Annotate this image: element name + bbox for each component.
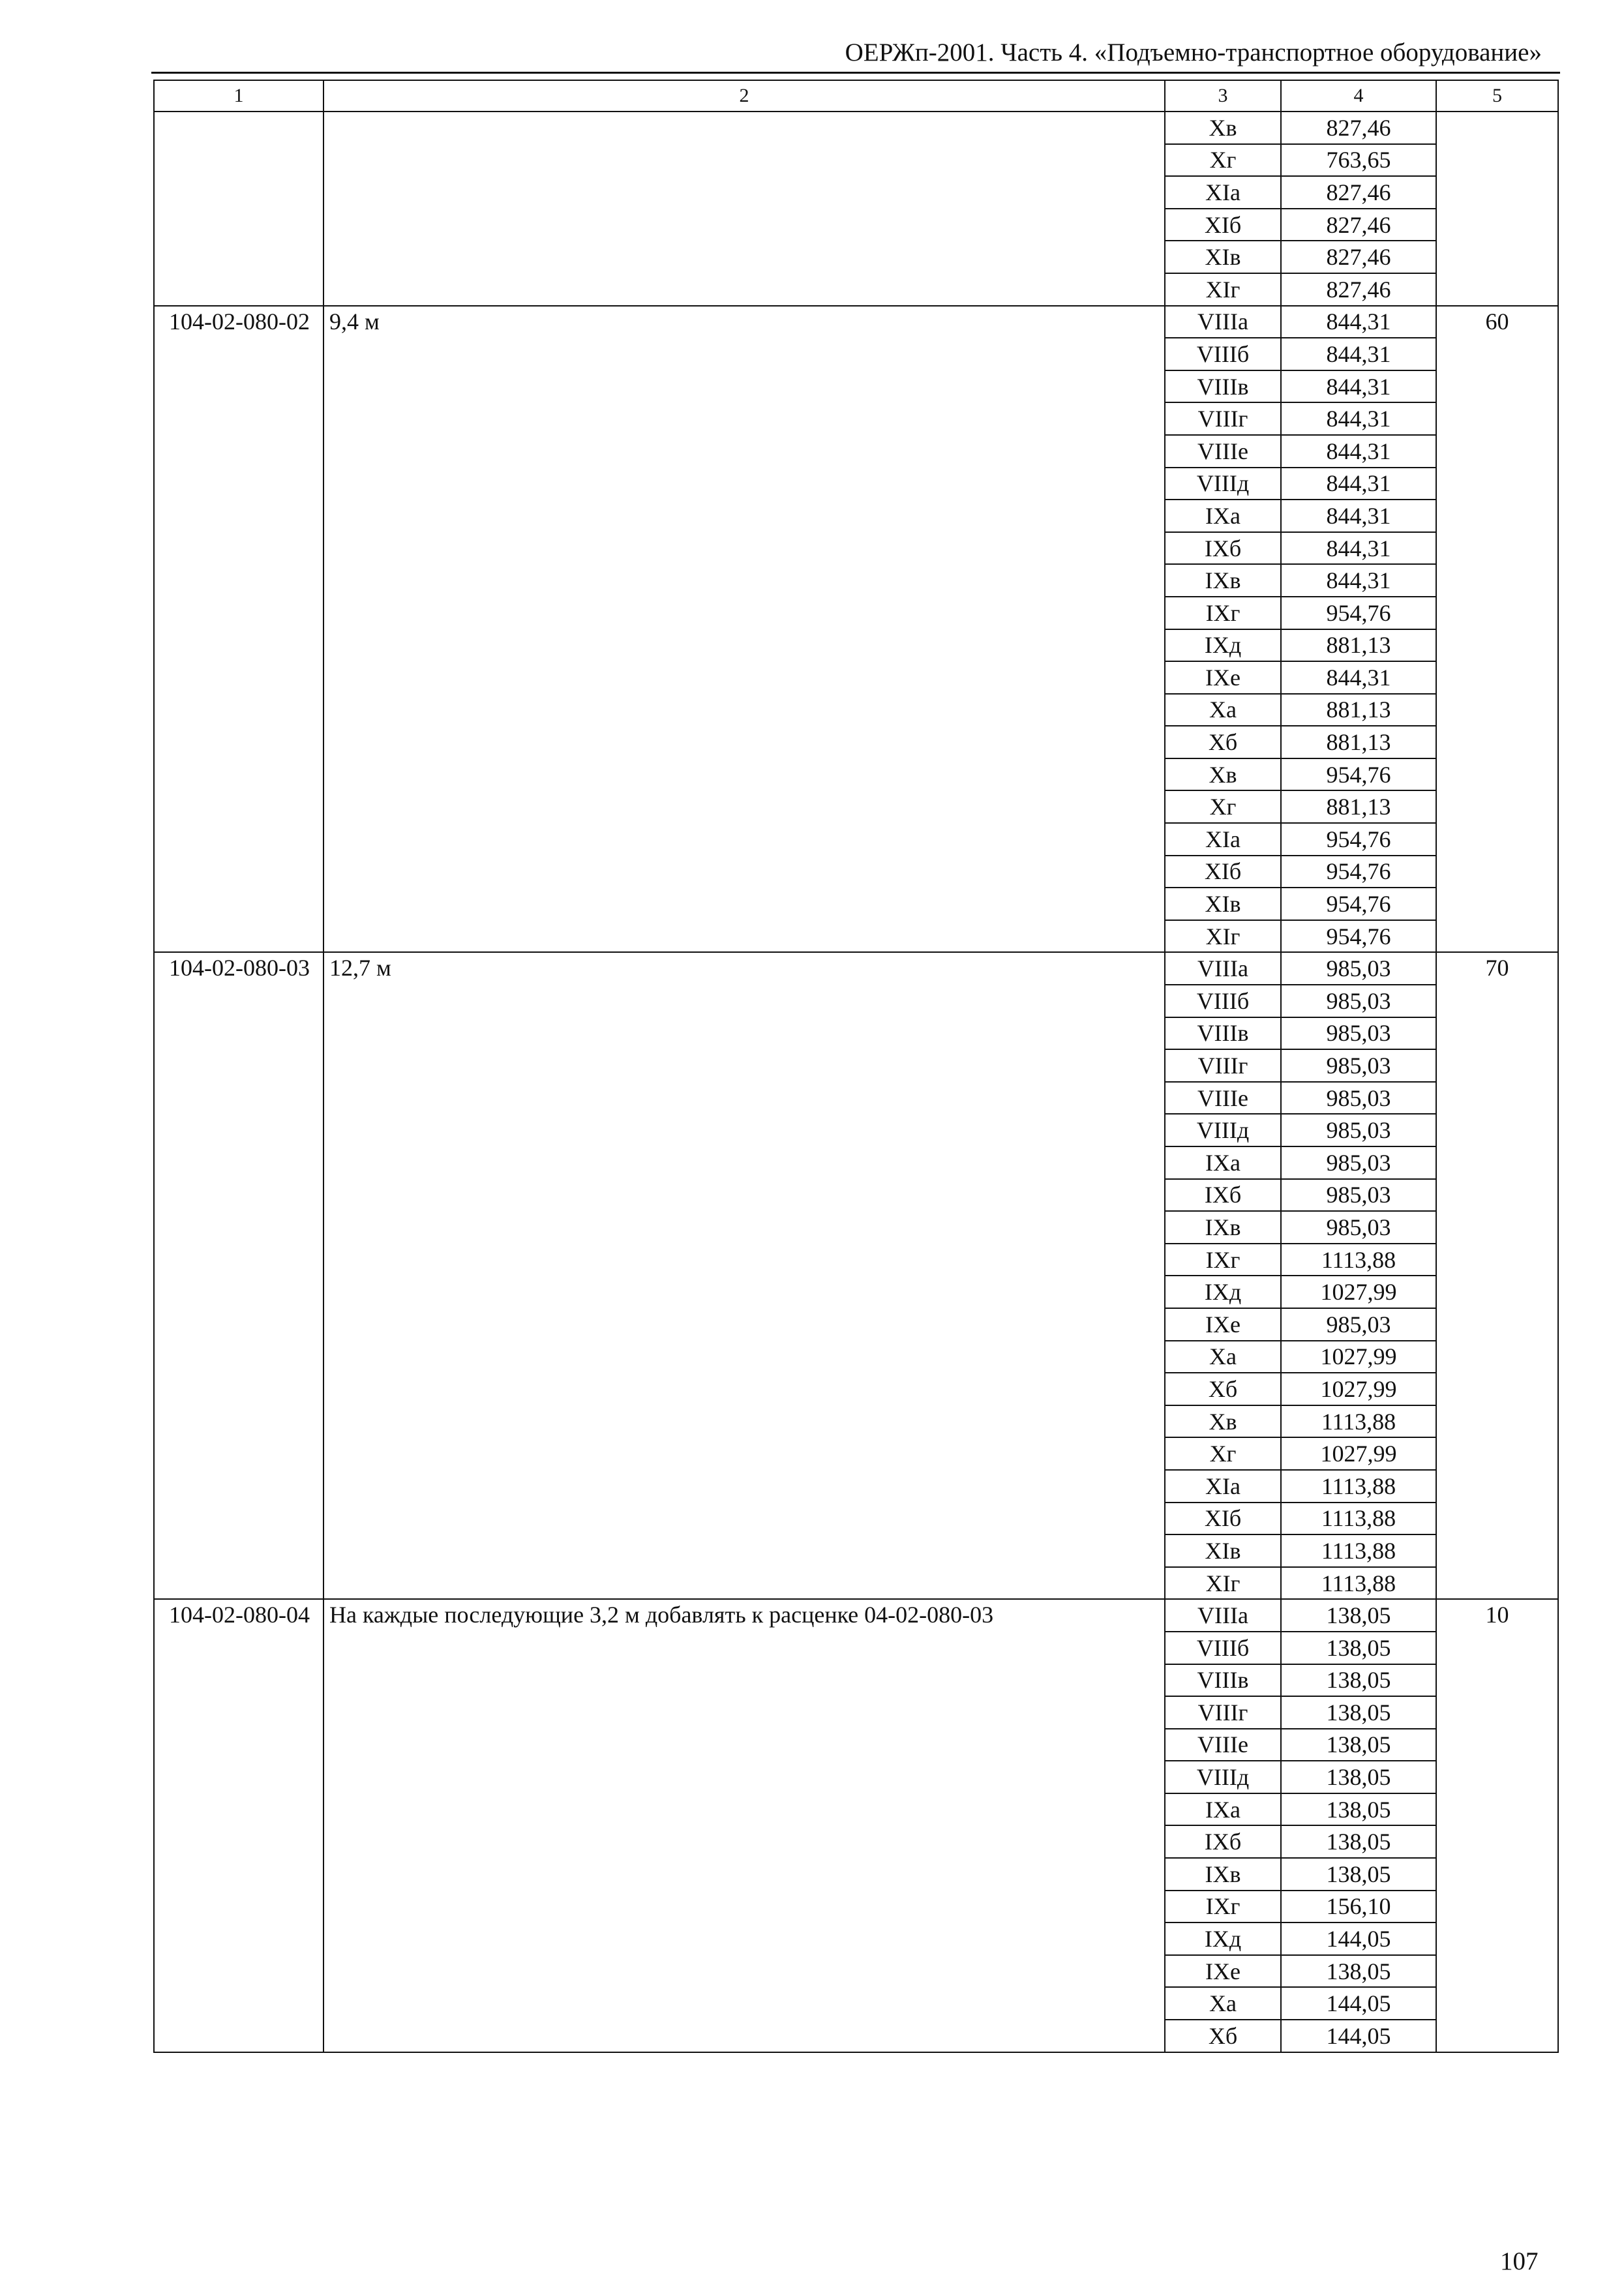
class-cell: Ха <box>1165 1341 1281 1373</box>
value-cell: 144,05 <box>1281 1987 1436 2020</box>
class-cell: VIIIб <box>1165 985 1281 1017</box>
value-cell: 844,31 <box>1281 402 1436 435</box>
column5-cell: 70 <box>1436 952 1558 1599</box>
value-cell: 1027,99 <box>1281 1437 1436 1470</box>
column-header-5: 5 <box>1436 80 1558 112</box>
value-cell: 763,65 <box>1281 144 1436 177</box>
class-cell: Хб <box>1165 1373 1281 1405</box>
class-cell: VIIIв <box>1165 370 1281 403</box>
value-cell: 1027,99 <box>1281 1373 1436 1405</box>
value-cell: 138,05 <box>1281 1632 1436 1664</box>
rate-description-cell: 9,4 м <box>323 306 1165 953</box>
page-header-title: ОЕРЖп-2001. Часть 4. «Подъемно-транспортное оборудование» <box>845 38 1542 67</box>
rate-code-cell: 104-02-080-04 <box>154 1599 323 2052</box>
class-cell: Хб <box>1165 726 1281 758</box>
value-cell: 985,03 <box>1281 1082 1436 1115</box>
table-body <box>154 112 1558 2052</box>
value-cell: 844,31 <box>1281 468 1436 500</box>
page-number: 107 <box>1500 2247 1539 2275</box>
value-cell: 844,31 <box>1281 306 1436 338</box>
class-cell: VIIIв <box>1165 1017 1281 1050</box>
class-cell: ХIг <box>1165 920 1281 953</box>
class-cell: VIIIе <box>1165 435 1281 468</box>
class-cell: IХе <box>1165 661 1281 694</box>
class-cell: IХа <box>1165 500 1281 532</box>
value-cell: 1113,88 <box>1281 1567 1436 1600</box>
header-rule <box>151 72 1560 74</box>
rate-description-cell: На каждые последующие 3,2 м добавлять к расценке 04-02-080-03 <box>323 1599 1165 2052</box>
value-cell: 985,03 <box>1281 952 1436 985</box>
value-cell: 844,31 <box>1281 661 1436 694</box>
value-cell: 138,05 <box>1281 1793 1436 1826</box>
class-cell: VIIIд <box>1165 1114 1281 1146</box>
value-cell: 881,13 <box>1281 726 1436 758</box>
value-cell: 1113,88 <box>1281 1470 1436 1503</box>
value-cell: 138,05 <box>1281 1599 1436 1632</box>
value-cell: 1113,88 <box>1281 1534 1436 1567</box>
rate-code-cell <box>154 112 323 306</box>
value-cell: 138,05 <box>1281 1696 1436 1729</box>
value-cell: 954,76 <box>1281 888 1436 920</box>
class-cell: Ха <box>1165 1987 1281 2020</box>
class-cell: IХд <box>1165 629 1281 662</box>
value-cell: 138,05 <box>1281 1858 1436 1891</box>
value-cell: 827,46 <box>1281 241 1436 273</box>
class-cell: IХг <box>1165 597 1281 629</box>
class-cell: IХе <box>1165 1955 1281 1988</box>
class-cell: IХб <box>1165 1825 1281 1858</box>
value-cell: 138,05 <box>1281 1664 1436 1697</box>
class-cell: VIIIб <box>1165 338 1281 370</box>
value-cell: 138,05 <box>1281 1955 1436 1988</box>
class-cell: Хг <box>1165 1437 1281 1470</box>
value-cell: 985,03 <box>1281 1017 1436 1050</box>
table-row <box>154 952 1558 985</box>
class-cell: Хв <box>1165 112 1281 144</box>
class-cell: VIIIг <box>1165 1049 1281 1082</box>
column5-cell: 10 <box>1436 1599 1558 2052</box>
class-cell: IХд <box>1165 1922 1281 1955</box>
class-cell: IХг <box>1165 1891 1281 1923</box>
class-cell: VIIIб <box>1165 1632 1281 1664</box>
class-cell: IХб <box>1165 1179 1281 1212</box>
class-cell: VIIIе <box>1165 1082 1281 1115</box>
column-header-2: 2 <box>323 80 1165 112</box>
class-cell: Ха <box>1165 694 1281 726</box>
class-cell: IХд <box>1165 1276 1281 1308</box>
value-cell: 844,31 <box>1281 435 1436 468</box>
value-cell: 827,46 <box>1281 112 1436 144</box>
value-cell: 881,13 <box>1281 694 1436 726</box>
class-cell: IХв <box>1165 1211 1281 1244</box>
class-cell: ХIа <box>1165 176 1281 209</box>
class-cell: VIIIа <box>1165 306 1281 338</box>
rate-description-cell: 12,7 м <box>323 952 1165 1599</box>
class-cell: VIIIг <box>1165 1696 1281 1729</box>
class-cell: Хг <box>1165 144 1281 177</box>
column5-cell <box>1436 112 1558 306</box>
rates-table <box>153 80 1559 2053</box>
table-header <box>154 80 1558 112</box>
class-cell: ХIв <box>1165 888 1281 920</box>
column-header-1: 1 <box>154 80 323 112</box>
value-cell: 1027,99 <box>1281 1276 1436 1308</box>
value-cell: 954,76 <box>1281 856 1436 888</box>
value-cell: 827,46 <box>1281 176 1436 209</box>
class-cell: Хг <box>1165 790 1281 823</box>
value-cell: 1113,88 <box>1281 1405 1436 1438</box>
value-cell: 144,05 <box>1281 1922 1436 1955</box>
value-cell: 881,13 <box>1281 629 1436 662</box>
class-cell: ХIб <box>1165 1503 1281 1535</box>
class-cell: IХв <box>1165 1858 1281 1891</box>
column-number-row <box>154 80 1558 112</box>
value-cell: 954,76 <box>1281 920 1436 953</box>
class-cell: IХе <box>1165 1308 1281 1341</box>
value-cell: 1027,99 <box>1281 1341 1436 1373</box>
value-cell: 985,03 <box>1281 1308 1436 1341</box>
rate-description-cell <box>323 112 1165 306</box>
value-cell: 1113,88 <box>1281 1244 1436 1276</box>
value-cell: 954,76 <box>1281 823 1436 856</box>
value-cell: 144,05 <box>1281 2020 1436 2052</box>
value-cell: 1113,88 <box>1281 1503 1436 1535</box>
value-cell: 156,10 <box>1281 1891 1436 1923</box>
table-row <box>154 112 1558 144</box>
class-cell: ХIг <box>1165 1567 1281 1600</box>
table-row <box>154 306 1558 338</box>
class-cell: ХIа <box>1165 1470 1281 1503</box>
value-cell: 985,03 <box>1281 1179 1436 1212</box>
class-cell: Хб <box>1165 2020 1281 2052</box>
class-cell: VIIIд <box>1165 1761 1281 1793</box>
value-cell: 138,05 <box>1281 1729 1436 1761</box>
class-cell: VIIIа <box>1165 952 1281 985</box>
value-cell: 954,76 <box>1281 597 1436 629</box>
class-cell: IХб <box>1165 532 1281 565</box>
column-header-4: 4 <box>1281 80 1436 112</box>
value-cell: 844,31 <box>1281 564 1436 597</box>
value-cell: 844,31 <box>1281 532 1436 565</box>
rate-code-cell: 104-02-080-03 <box>154 952 323 1599</box>
value-cell: 985,03 <box>1281 1114 1436 1146</box>
class-cell: IХа <box>1165 1146 1281 1179</box>
rate-code-cell: 104-02-080-02 <box>154 306 323 953</box>
table-row <box>154 1599 1558 1632</box>
class-cell: VIIIа <box>1165 1599 1281 1632</box>
value-cell: 138,05 <box>1281 1825 1436 1858</box>
value-cell: 827,46 <box>1281 209 1436 241</box>
value-cell: 844,31 <box>1281 338 1436 370</box>
class-cell: Хв <box>1165 758 1281 791</box>
class-cell: ХIб <box>1165 209 1281 241</box>
class-cell: Хв <box>1165 1405 1281 1438</box>
class-cell: IХг <box>1165 1244 1281 1276</box>
value-cell: 985,03 <box>1281 985 1436 1017</box>
value-cell: 954,76 <box>1281 758 1436 791</box>
class-cell: ХIв <box>1165 1534 1281 1567</box>
class-cell: IХа <box>1165 1793 1281 1826</box>
class-cell: VIIIд <box>1165 468 1281 500</box>
class-cell: ХIв <box>1165 241 1281 273</box>
class-cell: ХIб <box>1165 856 1281 888</box>
value-cell: 985,03 <box>1281 1211 1436 1244</box>
value-cell: 138,05 <box>1281 1761 1436 1793</box>
column-header-3: 3 <box>1165 80 1281 112</box>
class-cell: ХIг <box>1165 273 1281 306</box>
value-cell: 827,46 <box>1281 273 1436 306</box>
class-cell: IХв <box>1165 564 1281 597</box>
value-cell: 985,03 <box>1281 1146 1436 1179</box>
class-cell: ХIа <box>1165 823 1281 856</box>
class-cell: VIIIв <box>1165 1664 1281 1697</box>
class-cell: VIIIе <box>1165 1729 1281 1761</box>
column5-cell: 60 <box>1436 306 1558 953</box>
value-cell: 985,03 <box>1281 1049 1436 1082</box>
value-cell: 881,13 <box>1281 790 1436 823</box>
class-cell: VIIIг <box>1165 402 1281 435</box>
value-cell: 844,31 <box>1281 500 1436 532</box>
value-cell: 844,31 <box>1281 370 1436 403</box>
